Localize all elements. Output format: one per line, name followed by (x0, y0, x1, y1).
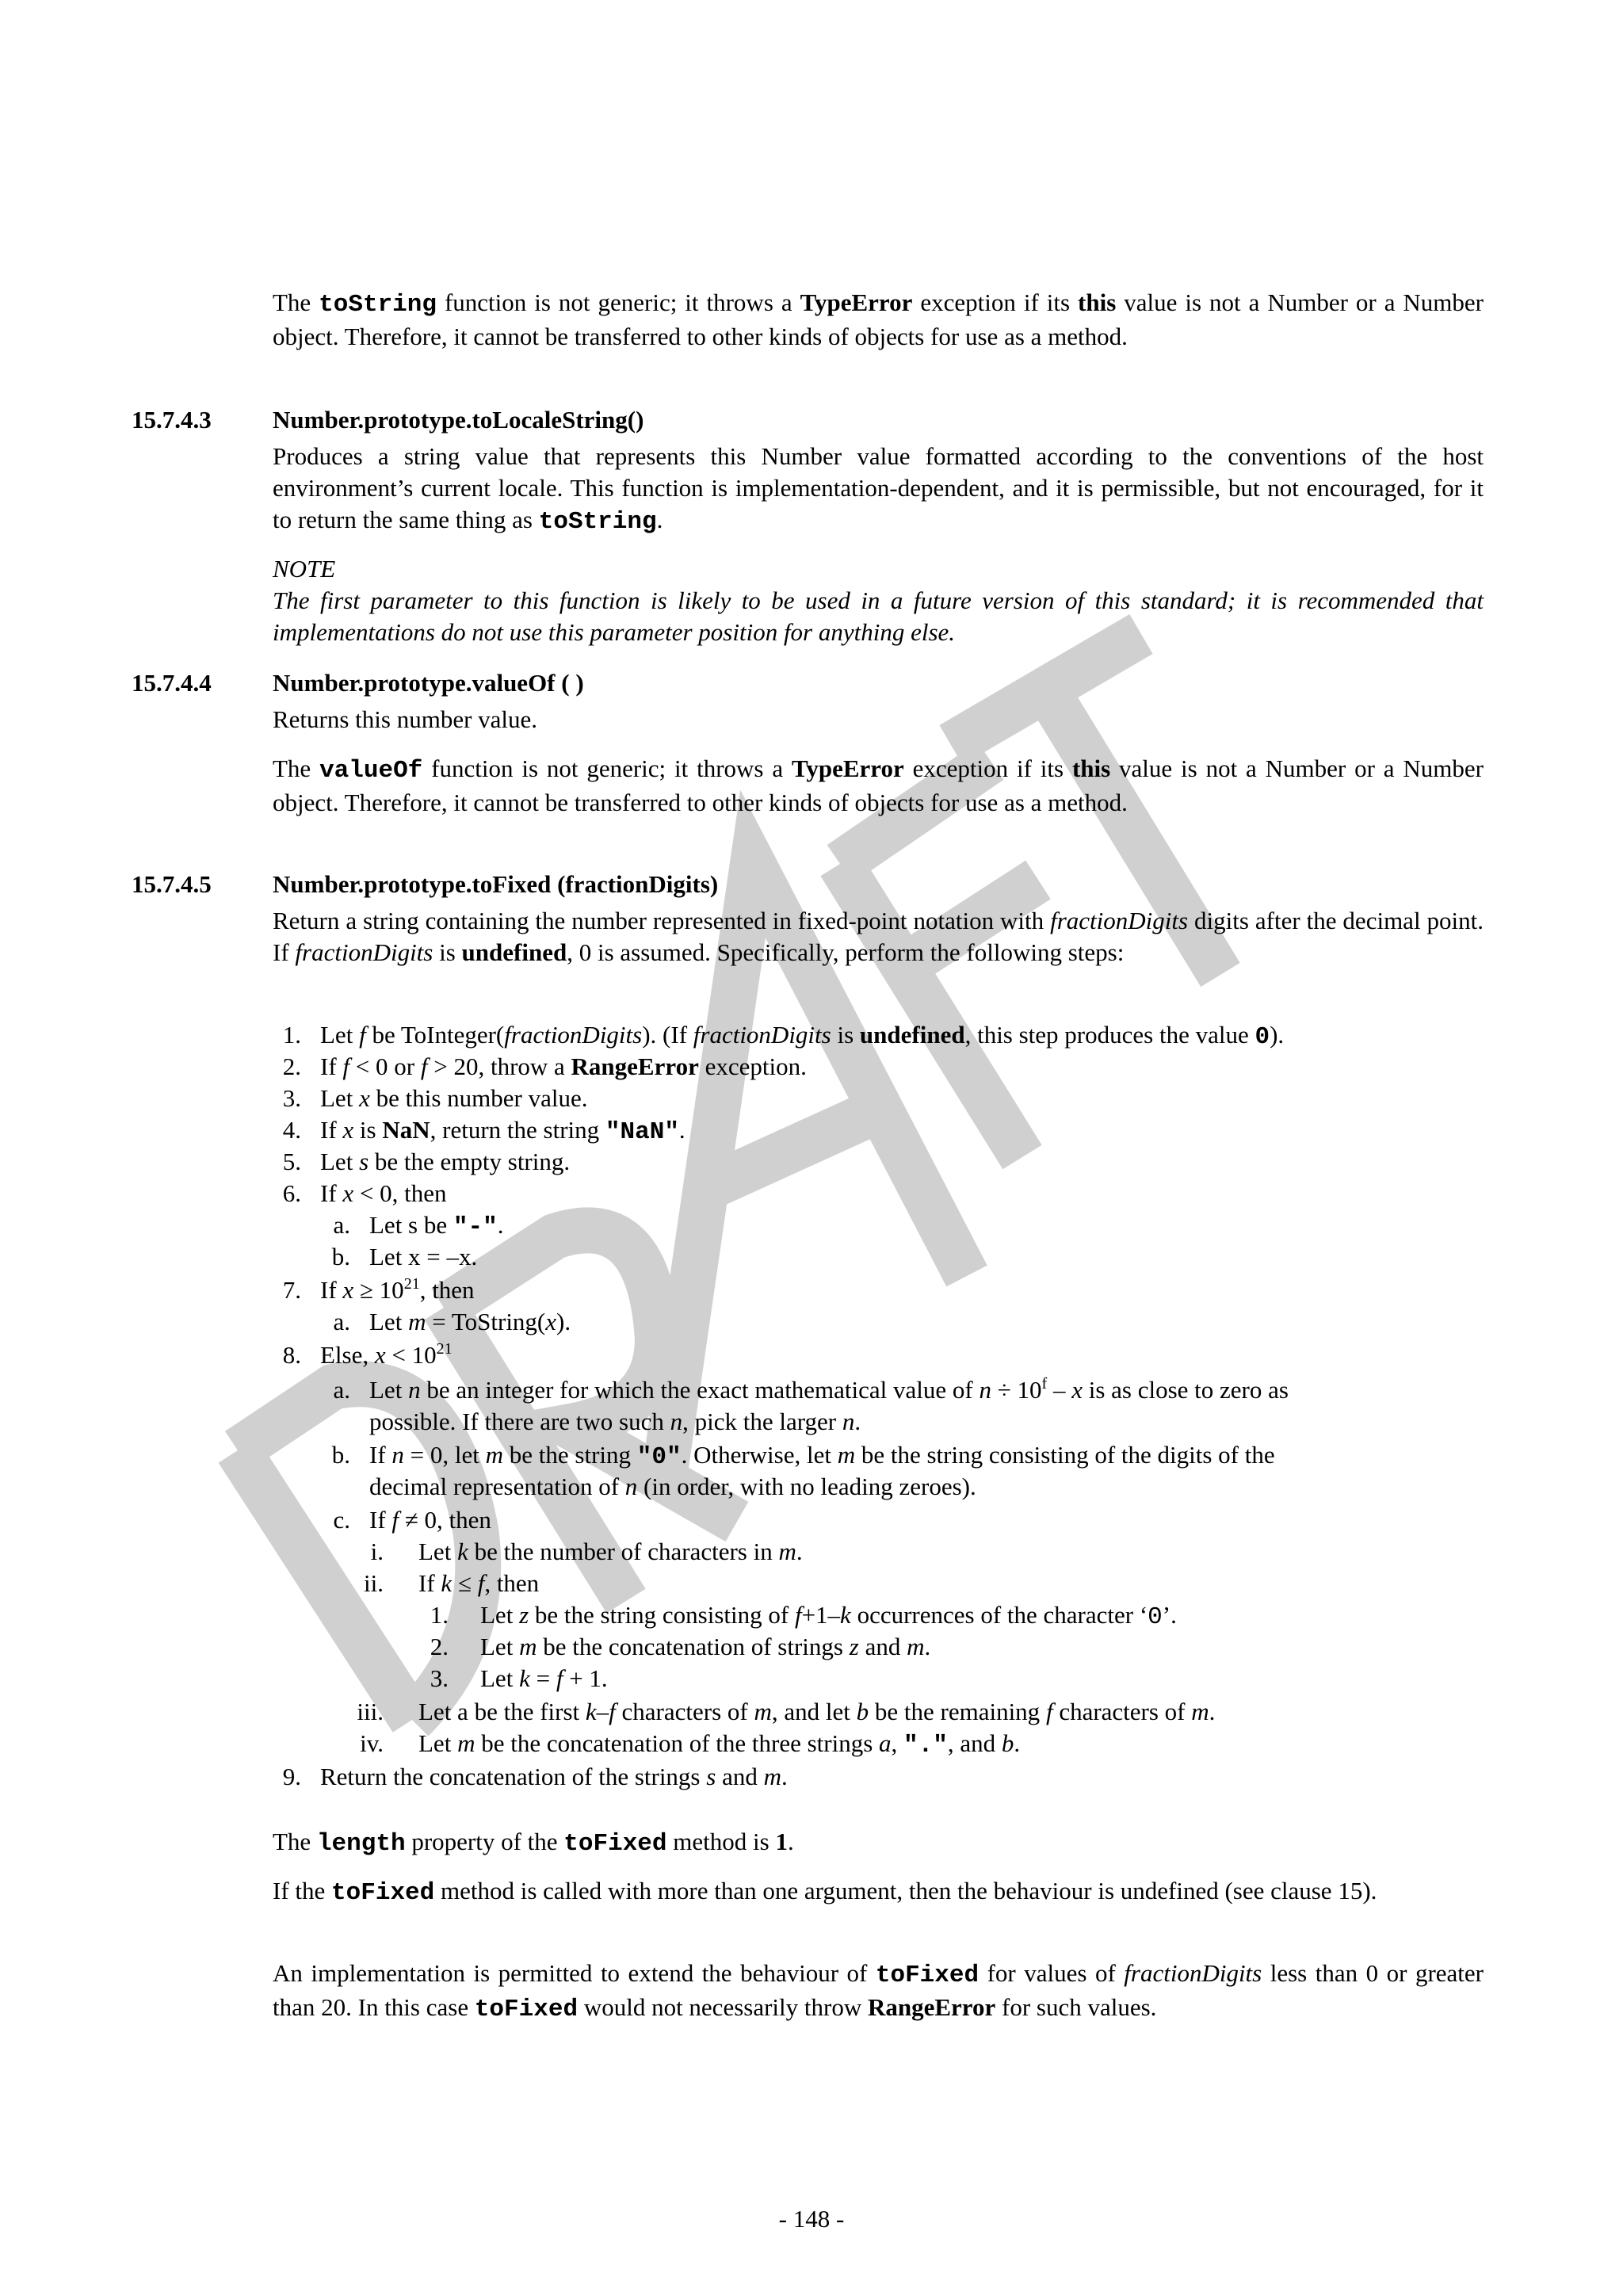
step-6b: Let x = –x. (369, 1243, 478, 1270)
valueof-generic-paragraph: The valueOf function is not generic; it throws a TypeError exception if its this value is not a Number or a Number object. Therefore, it cannot be transferred to other kinds of objects for use as a method. (273, 755, 1484, 816)
tostring-generic-paragraph: The toString function is not generic; it throws a TypeError exception if its this value is not a Number or a Number object. Therefore, it cannot be transferred to other kinds of objects for use as a method. (273, 288, 1484, 350)
step-8a-line2: possible. If there are two such n, pick the larger n. (369, 1408, 861, 1435)
step-8c-iv: Let m be the concatenation of the three strings a, ".", and b. (418, 1729, 1021, 1759)
step-8b-line1: If n = 0, let m be the string "0". Otherwise, let m be the string consisting of the digits of the (369, 1441, 1275, 1471)
step-8c-i: Let k be the number of characters in m. (418, 1538, 803, 1565)
tolocalestring-note-label: NOTE (273, 555, 336, 583)
step-8c: If f ≠ 0, then (369, 1506, 491, 1534)
section-heading-15-7-4-3: 15.7.4.3 Number.prototype.toLocaleString() (132, 406, 644, 434)
step-7: If $x \ge 10^{21}$, then (320, 1275, 475, 1304)
step-8c-ii: If k ≤ f, then (418, 1569, 540, 1597)
step-8c-ii-3: Let k = f + 1. (480, 1664, 608, 1692)
step-8c-ii-2: Let m be the concatenation of strings z and m. (480, 1633, 931, 1660)
tolocalestring-paragraph: Produces a string value that represents this Number value formatted according to the conventions of the host environment’s current locale. This function is implementation-dependent, and it is permissible, but not encouraged, for it to return the same thing as toString. (273, 442, 1484, 536)
tofixed-length-paragraph: The length property of the toFixed method is 1. (273, 1828, 794, 1858)
tofixed-intro-paragraph: Return a string containing the number represented in fixed-point notation with fractionDigits digits after the decimal point. If fractionDigits is undefined, 0 is assumed. Specifically, perform the following steps: (273, 907, 1484, 966)
document-page: The toString function is not generic; it throws a TypeError exception if its this value is not a Number or a Number object. Therefore, it cannot be transferred to other kinds of objects for use as a method. 15.7.4.3 Number.prototype.toLocaleString() Produces a string value that represents this Number value formatted according to the conventions of the host environment’s current locale. This function is implementation-dependent, and it is permissible, but not encouraged, for it to return the same thing as toString. NOTE The first parameter to this function is likely to be used in a future version of this standard; it is recommended that implementations do not use this parameter position for anything else. 15.7.4.4 Number.prototype.valueOf ( ) Returns this number value. The valueOf function is not generic; it throws a TypeError exception if its this value is not a Number or a Number object. Therefore, it cannot be transferred to other kinds of objects for use as a method. 15.7.4.5 Number.prototype.toFixed (fractionDigits) Return a string containing the number represented in fixed-point notation with fractionDigits digits after the decimal point. If fractionDigits is undefined, 0 is assumed. Specifically, perform the following steps: 1. Let f be ToInteger(fractionDigits). (If fractionDigits is undefined, this step produces the value 0). 2. If f < 0 or f > 20, throw a RangeError exception. 3. Let x be this number value. 4. If x is NaN, return the string "NaN". 5. Let s be the empty string. 6. If x < 0, then a. Let s be "-". b. Let x = –x. 7. If $x \ge 10^{21}$, then a. Let m = ToString(x). 8. Else, $x < 10^{21}$ a. Let n be an integer for which the exact mathematical value of $n \div 10^f - x$ is as close to zero as possible. If there are two such n, pick the larger n. b. If n = 0, let m be the string "0". Otherwise, let m be the string consisting of the digits of the decimal representation of n (in order, with no leading zeroes). c. If f ≠ 0, then i. Let k be the number of characters in m. ii. If k ≤ f, then 1. Let z be the string consisting of f+1–k occurrences of the character ‘0’. 2. Let m be the concatenation of strings z and m. 3. Let k = f + 1. iii. Let a be the first k–f characters of m, and let b be the remaining f characters of m. iv. Let m be the concatenation of the three strings a, ".", and b. 9. Return the concatenation of the strings s and m. The length property of the toFixed method is 1. If the toFixed method is called with more than one argument, then the behaviour is undefined (see clause 15). An implementation is permitted to extend the behaviour of toFixed for values of fractionDigits less than 0 or greater than 20. In this case toFixed would not necessarily throw RangeError for such values. - 148 - (0, 0, 1623, 2296)
tofixed-extension-paragraph: An implementation is permitted to extend the behaviour of toFixed for values of fractionDigits less than 0 or greater than 20. In this case toFixed would not necessarily throw RangeError for such values. (273, 1959, 1484, 2023)
step-3: Let x be this number value. (320, 1084, 588, 1112)
code-tostring: toString (319, 291, 437, 319)
tofixed-extra-args-paragraph: If the toFixed method is called with more than one argument, then the behaviour is undefined (see clause 15). (273, 1877, 1377, 1907)
step-9: Return the concatenation of the strings s and m. (320, 1763, 788, 1790)
step-7a: Let m = ToString(x). (369, 1308, 571, 1335)
step-8a-line1: Let n be an integer for which the exact mathematical value of $n \div 10^f - x$ is as close to zero as (369, 1375, 1289, 1404)
step-8c-ii-1: Let z be the string consisting of f+1–k occurrences of the character ‘0’. (480, 1601, 1177, 1631)
step-5: Let s be the empty string. (320, 1148, 571, 1175)
section-heading-15-7-4-5: 15.7.4.5 Number.prototype.toFixed (fractionDigits) (132, 870, 719, 898)
tolocalestring-note-text: The first parameter to this function is likely to be used in a future version of this standard; it is recommended that implementations do not use this parameter position for anything else. (273, 586, 1484, 646)
page-number: - 148 - (778, 2205, 845, 2233)
step-4: If x is NaN, return the string "NaN". (320, 1116, 685, 1146)
step-1: Let f be ToInteger(fractionDigits). (If fractionDigits is undefined, this step produces the value 0). (320, 1021, 1285, 1051)
step-8b-line2: decimal representation of n (in order, with no leading zeroes). (369, 1473, 976, 1500)
step-8c-iii: Let a be the first k–f characters of m, and let b be the remaining f characters of m. (418, 1698, 1216, 1725)
valueof-returns-paragraph: Returns this number value. (273, 705, 538, 733)
step-2: If f < 0 or f > 20, throw a RangeError exception. (320, 1052, 807, 1080)
step-8: Else, $x < 10^{21}$ (320, 1340, 453, 1369)
section-heading-15-7-4-4: 15.7.4.4 Number.prototype.valueOf ( ) (132, 669, 584, 697)
step-6a: Let s be "-". (369, 1211, 504, 1241)
step-6: If x < 0, then (320, 1179, 447, 1207)
